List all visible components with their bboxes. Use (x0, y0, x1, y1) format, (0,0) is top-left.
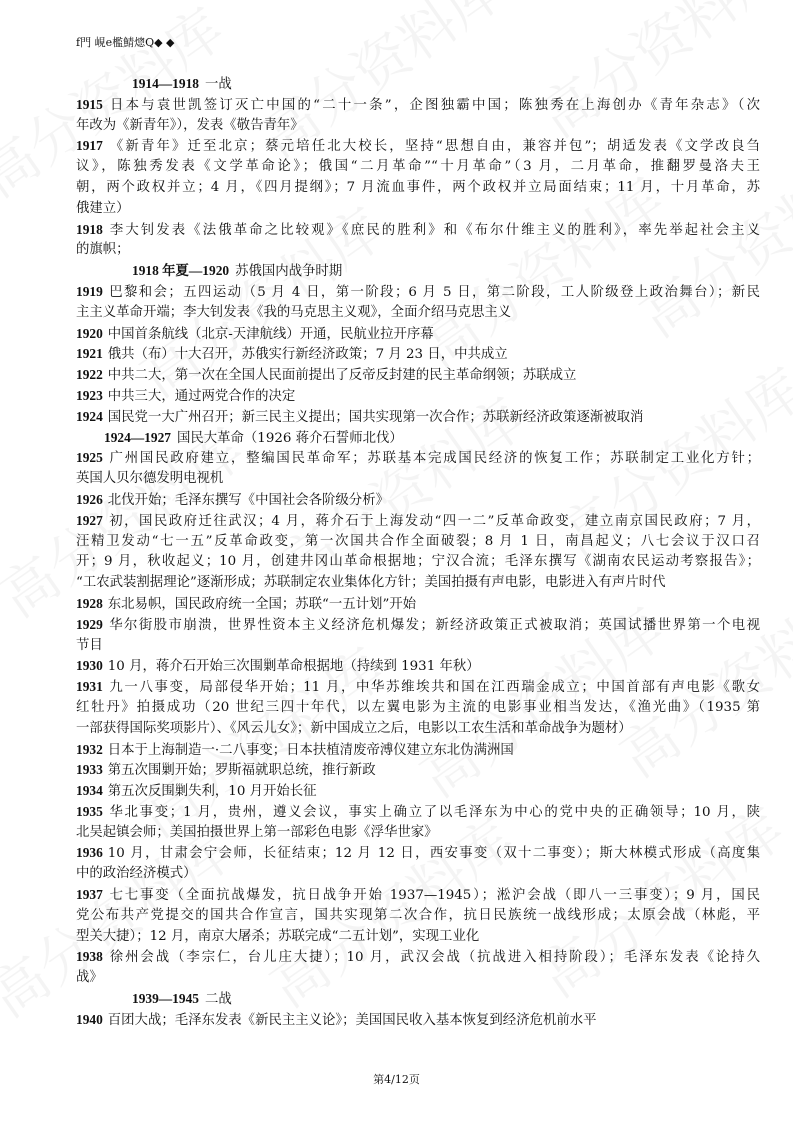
entry-line (76, 719, 760, 740)
timeline-entry (76, 615, 760, 657)
entry-text: 华北事变；1 月，贵州，遵义会议，事实上确立了以毛泽东为中心的党中央的正确领导；10 月，陕 (107, 804, 760, 820)
timeline-entry (76, 282, 760, 324)
entry-line (76, 802, 760, 823)
entry-line (76, 136, 760, 157)
entry-line (76, 490, 760, 511)
entry-line (76, 157, 760, 178)
entry-year: 1940 (76, 1011, 103, 1027)
period-label: 二战 (204, 992, 232, 1008)
timeline-entry (76, 95, 760, 137)
entry-line (76, 615, 760, 636)
period-range: 1924—1927 (104, 429, 171, 445)
timeline-entry (76, 947, 760, 989)
entry-text: 第五次围剿开始；罗斯福就职总统，推行新政 (107, 763, 376, 779)
entry-line (76, 240, 760, 261)
entry-line (76, 116, 760, 137)
entry-line (76, 365, 760, 386)
entry-year: 1918 (76, 221, 103, 237)
entry-text: 朝，两个政权并立；4 月，《四月提纲》；7 月流血事件，两个政权并立局面结束；11 月，十月革命，苏 (76, 179, 760, 195)
entry-year: 1917 (76, 138, 103, 154)
timeline-entry (76, 386, 760, 407)
period-range: 1939—1945 (132, 991, 199, 1007)
entry-text: 英国人贝尔德发明电视机 (76, 471, 224, 487)
entry-line (76, 303, 760, 324)
entry-text: 型关大捷）；12 月，南京大屠杀；苏联完成“二五计划”，实现工业化 (76, 928, 480, 944)
entry-text: 中共三大，通过两党合作的决定 (107, 388, 296, 404)
entry-year: 1937 (76, 887, 103, 903)
entry-line (76, 469, 760, 490)
timeline-entry (76, 448, 760, 490)
entry-text: 徐州会战（李宗仁，台儿庄大捷）；10 月，武汉会战（抗战进入相持阶段）；毛泽东发表《论持久 (107, 950, 760, 966)
entry-line (76, 927, 760, 948)
entry-line (76, 906, 760, 927)
entry-year: 1934 (76, 783, 103, 799)
period-range: 1918 年夏—1920 (132, 263, 230, 279)
entry-year: 1929 (76, 616, 103, 632)
period-heading (76, 428, 760, 449)
entry-year: 1927 (76, 512, 103, 528)
entry-text: 开；9 月，秋收起义；10 月，创建井冈山革命根据地；宁汉合流；毛泽东撰写《湖南农民运动考察报告》； (76, 554, 760, 570)
entry-text: 战》 (76, 970, 103, 986)
entry-year: 1932 (76, 741, 103, 757)
entry-text: 节目 (76, 637, 103, 653)
entry-line (76, 573, 760, 594)
entry-text: 俄建立） (76, 200, 130, 216)
timeline-entry (76, 407, 760, 428)
entry-year: 1919 (76, 283, 103, 299)
entry-line (76, 677, 760, 698)
entry-line (76, 740, 760, 761)
entry-year: 1921 (76, 346, 103, 362)
entry-line (76, 199, 760, 220)
period-heading (76, 261, 760, 282)
entry-text: 中共二大，第一次在全国人民面前提出了反帝反封建的民主革命纲领；苏联成立 (107, 368, 577, 384)
timeline-entry (76, 760, 760, 781)
entry-line (76, 552, 760, 573)
entry-text: 党公布共产党提交的国共合作宣言，国共实现第二次合作，抗日民族统一战线形成；太原会战（林彪，平 (76, 907, 760, 923)
entry-text: 百团大战；毛泽东发表《新民主主义论》；美国国民收入基本恢复到经济危机前水平 (107, 1012, 597, 1028)
timeline-entry (76, 740, 760, 761)
entry-text: 北吴起镇会师；美国拍摄世界上第一部彩色电影《浮华世家》 (76, 824, 438, 840)
entry-text: 东北易帜，国民政府统一全国；苏联“一五计划”开始 (107, 596, 417, 612)
entry-year: 1926 (76, 491, 103, 507)
timeline-entry (76, 511, 760, 594)
entry-year: 1923 (76, 387, 103, 403)
timeline-entry (76, 490, 760, 511)
entry-text: 10 月，蒋介石开始三次围剿革命根据地（持续到 1931 年秋） (107, 659, 480, 675)
timeline-entry (76, 677, 760, 739)
entry-text: 中的政治经济模式） (76, 866, 197, 882)
entry-year: 1925 (76, 450, 103, 466)
page-number: 第4/12页 (373, 1073, 420, 1086)
entry-text: 初，国民政府迁往武汉；4 月，蒋介石于上海发动“四一二”反革命政变，建立南京国民政府；7 月， (107, 513, 760, 529)
entry-line (76, 95, 760, 116)
entry-year: 1938 (76, 949, 103, 965)
entry-line (76, 594, 760, 615)
entry-text: 日本于上海制造一·二八事变；日本扶植清废帝溥仪建立东北伪满洲国 (107, 742, 514, 758)
entry-text: 主主义革命开端；李大钊发表《我的马克思主义观》，全面介绍马克思主义 (76, 304, 512, 320)
entry-year: 1928 (76, 595, 103, 611)
entry-line (76, 511, 760, 532)
period-heading (76, 989, 760, 1010)
entry-line (76, 386, 760, 407)
entry-line (76, 636, 760, 657)
entry-year: 1936 (76, 845, 103, 861)
entry-line (76, 656, 760, 677)
timeline-entry (76, 885, 760, 947)
entry-year: 1933 (76, 762, 103, 778)
entry-line (76, 282, 760, 303)
entry-line (76, 448, 760, 469)
entry-line (76, 823, 760, 844)
timeline-entry (76, 1010, 760, 1031)
entry-text: 北伐开始；毛泽东撰写《中国社会各阶级分析》 (107, 492, 389, 508)
entry-text: 红牡丹》拍摄成功（20 世纪三四十年代，以左翼电影为主流的电影事业相当发达，《渔光曲》（1935 第 (76, 699, 760, 715)
entry-text: 议》，陈独秀发表《文学革命论》；俄国“二月革命”“十月革命”（3 月，二月革命，推翻罗曼洛夫王 (76, 159, 760, 175)
entry-line (76, 864, 760, 885)
entry-line (76, 324, 760, 345)
entry-year: 1922 (76, 367, 103, 383)
timeline-entry (76, 781, 760, 802)
entry-text: 日本与袁世凯签订灭亡中国的“二十一条”，企图独霸中国；陈独秀在上海创办《青年杂志》（次 (107, 97, 760, 113)
timeline-entry (76, 220, 760, 262)
timeline-document (76, 74, 760, 1031)
entry-line (76, 532, 760, 553)
entry-year: 1915 (76, 96, 103, 112)
entry-line (76, 947, 760, 968)
timeline-entry (76, 344, 760, 365)
timeline-entry (76, 365, 760, 386)
entry-text: 李大钊发表《法俄革命之比较观》《庶民的胜利》和《布尔什维主义的胜利》，率先举起社会主义 (107, 222, 760, 238)
entry-text: 七七事变（全面抗战爆发，抗日战争开始 1937—1945）；淞沪会战（即八一三事变）；9 月，国民 (107, 888, 760, 904)
entry-line (76, 843, 760, 864)
entry-line (76, 968, 760, 989)
entry-line (76, 178, 760, 199)
timeline-entry (76, 843, 760, 885)
entry-text: 年改为《新青年》），发表《敬告青年》 (76, 117, 304, 133)
timeline-entry (76, 802, 760, 844)
entry-year: 1931 (76, 679, 103, 695)
entry-line (76, 781, 760, 802)
entry-line (76, 344, 760, 365)
period-heading (76, 74, 760, 95)
entry-year: 1924 (76, 408, 103, 424)
entry-text: 巴黎和会；五四运动（5 月 4 日，第一阶段；6 月 5 日，第二阶段，工人阶级登上政治舞台）；新民 (107, 284, 760, 300)
entry-text: 第五次反围剿失利，10 月开始长征 (107, 784, 317, 800)
entry-text: 中国首条航线（北京-天津航线）开通，民航业拉开序幕 (107, 326, 434, 342)
entry-text: 广州国民政府建立，整编国民革命军；苏联基本完成国民经济的恢复工作；苏联制定工业化方针； (107, 451, 760, 467)
entry-text: 10 月，甘肃会宁会师，长征结束；12 月 12 日，西安事变（双十二事变）；斯大林模式形成（高度集 (107, 846, 760, 862)
entry-text: 俄共（布）十大召开，苏俄实行新经济政策；7 月 23 日，中共成立 (107, 347, 508, 363)
entry-text: 的旗帜； (76, 242, 130, 258)
period-range: 1914—1918 (132, 76, 199, 91)
entry-text: 汪精卫发动“七一五”反革命政变，第一次国共合作全面破裂；8 月 1 日，南昌起义；八七会议于汉口召 (76, 533, 760, 549)
entry-line (76, 760, 760, 781)
entry-text: 九一八事变，局部侵华开始；11 月，中华苏维埃共和国在江西瑞金成立；中国首部有声电影《歌女 (107, 680, 760, 696)
entry-line (76, 698, 760, 719)
entry-text: 华尔街股市崩溃，世界性资本主义经济危机爆发；新经济政策正式被取消；英国试播世界第一个电视 (107, 617, 760, 633)
timeline-entry (76, 656, 760, 677)
entry-year: 1930 (76, 658, 103, 674)
entry-line (76, 407, 760, 428)
entry-line (76, 1010, 760, 1031)
period-label: 国民大革命（1926 蒋介石誓师北伐） (176, 430, 403, 446)
entry-line (76, 885, 760, 906)
period-label: 苏俄国内战争时期 (235, 264, 343, 280)
entry-year: 1920 (76, 325, 103, 341)
timeline-entry (76, 594, 760, 615)
entry-line (76, 220, 760, 241)
period-label: 一战 (204, 77, 232, 92)
entry-text: 一部获得国际奖项影片）、《风云儿女》；新中国成立之后，电影以工农生活和革命战争为题材） (76, 720, 632, 736)
entry-text: 《新青年》迁至北京；蔡元培任北大校长，坚持“思想自由，兼容并包”；胡适发表《文学改良刍 (107, 139, 760, 155)
entry-text: 国民党一大广州召开；新三民主义提出；国共实现第一次合作；苏联新经济政策逐渐被取消 (107, 409, 644, 425)
timeline-entry (76, 136, 760, 219)
entry-text: “工农武装割据理论”逐渐形成；苏联制定农业集体化方针；美国拍摄有声电影，电影进入有声片时代 (76, 575, 666, 591)
timeline-entry (76, 324, 760, 345)
entry-year: 1935 (76, 803, 103, 819)
page-header: f門 峴e檻鯖熜Q◆ ◆ (76, 36, 175, 49)
